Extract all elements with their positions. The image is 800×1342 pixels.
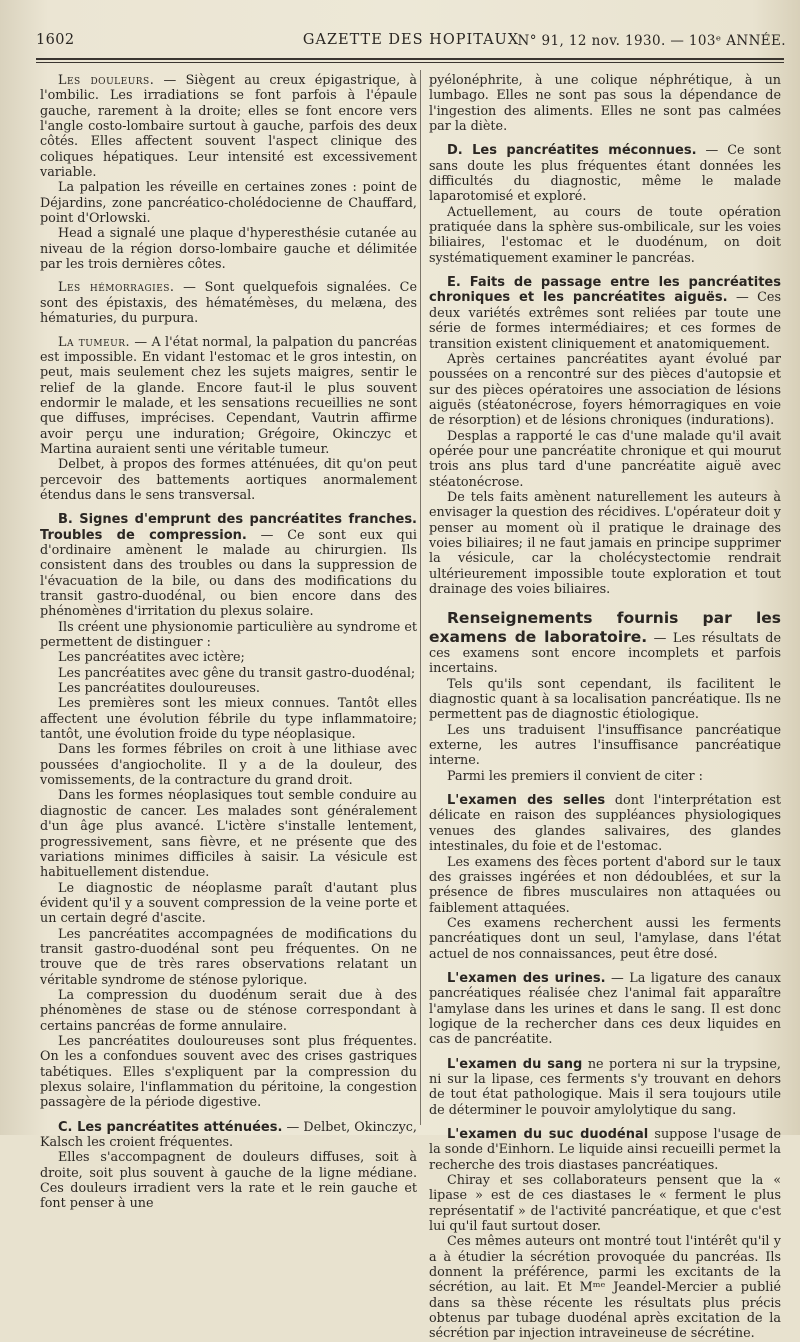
journal-title: GAZETTE DES HOPITAUX (302, 32, 520, 48)
paragraph (429, 143, 781, 204)
text: — Delbet, Okinczyc, Kalsch les croient fréquentes. (40, 1119, 417, 1151)
header-rule-thick (36, 58, 784, 60)
paragraph: La palpation les réveille en certaines zones : point de Déjardins, zone pancréatico-cholédocienne de Chauffard, point d'Orlowski. (40, 180, 417, 227)
text: suppose l'usage de la sonde d'Einhorn. Le liquide ainsi recueilli permet la recherche des trois diastases pancréatiques. (429, 1127, 781, 1173)
list-item: Les pancréatites avec gêne du transit gastro-duodénal; (58, 665, 416, 681)
list-item: Les pancréatites douloureuses. (58, 681, 260, 697)
paragraph (40, 512, 417, 619)
paragraph: Delbet, à propos des formes atténuées, dit qu'on peut percevoir des battements aortiques anormalement étendus dans le sens transversal. (40, 457, 417, 503)
paragraph: Les uns traduisent l'insuffisance pancréatique externe, les autres l'insuffisance pancréatique interne. (429, 722, 781, 769)
issue-info: N° 91, 12 nov. 1930. — 103ᵉ ANNÉE. (517, 33, 786, 49)
page-number: 1602 (36, 32, 75, 48)
section-heading: B. Signes d'emprunt des pancréatites franches. Troubles de compression. (40, 512, 417, 543)
paragraph (429, 1127, 781, 1173)
section-heading: D. Les pancréatites méconnues. (447, 143, 697, 159)
column-divider (420, 70, 421, 1125)
run-in-heading: Les hémorragies. (58, 280, 175, 296)
paragraph: Ces mêmes auteurs ont montré tout l'intérêt qu'il y a à étudier la sécrétion provoquée du pancréas. Ils donnent la préférence, parmi les excitants de la sécrétion, au lait. Et Mᵐᵉ Jeandel-Mercier a publié dans sa thèse récente les résultats plus précis obtenus par tubage duodénal après excitation de la sécrétion par injection intraveineuse de sécrétine. (429, 1234, 781, 1342)
paragraph: Chiray et ses collaborateurs pensent que la « lipase » est de ces diastases le « ferment le plus représentatif » de l'activité pancréatique, et que c'est lui qu'il faut surtout doser. (429, 1173, 781, 1235)
section-heading: E. Faits de passage entre les pancréatites chroniques et les pancréatites aiguës. (429, 275, 781, 306)
paragraph: Head a signalé une plaque d'hyperesthésie cutanée au niveau de la région dorso-lombaire gauche et délimitée par les trois dernières côtes. (40, 226, 417, 273)
paragraph: Dans les formes fébriles on croit à une lithiase avec poussées d'angiocholite. Il y a de la douleur, des vomissements, de la contracture du grand droit. (40, 742, 417, 789)
text: — Les résultats de ces examens sont encore incomplets et parfois incertains. (429, 630, 781, 677)
text: — Ce sont sans doute les plus fréquentes étant données les difficultés du diagnostic, même le malade laparotomisé et exploré. (429, 143, 781, 205)
paragraph: Les examens des fèces portent d'abord sur le taux des graisses ingérées et non dédoublées, et sur la présence de fibres musculaires non attaquées ou faiblement attaquées. (429, 854, 781, 916)
paragraph: Elles s'accompagnent de douleurs diffuses, soit à droite, soit plus souvent à gauche de la ligne médiane. Ces douleurs irradient vers la rate et le rein gauche et font penser à une (40, 1150, 417, 1212)
paragraph: Les pancréatites accompagnées de modifications du transit gastro-duodénal sont peu fréquentes. On ne trouve que de très rares observations relatant un véritable syndrome de sténose pylorique. (40, 926, 417, 988)
paragraph: Dans les formes néoplasiques tout semble conduire au diagnostic de cancer. Les malades sont généralement d'un âge plus avancé. L'ictère s'installe lentement, progressivement, sans fièvre, et ne présente que des variations minimes difficiles à saisir. La vésicule est habituellement distendue. (40, 788, 417, 881)
section-heading: L'examen des selles (447, 793, 606, 809)
paragraph: Ils créent une physionomie particulière au syndrome et permettent de distinguer : (40, 619, 417, 651)
paragraph (40, 1120, 417, 1151)
paragraph: Les pancréatites douloureuses sont plus fréquentes. On les a confondues souvent avec des crises gastriques tabétiques. Elles s'expliquent par la compression du plexus solaire, l'inflammation du péritoine, la congestion passagère de la période digestive. (40, 1033, 417, 1111)
paragraph (40, 280, 417, 326)
text: dont l'interprétation est délicate en raison des suppléances physiologiques venues des glandes salivaires, des glandes intestinales, du foie et de l'estomac. (429, 793, 781, 855)
paragraph: Après certaines pancréatites ayant évolué par poussées on a rencontré sur des pièces d'autopsie et sur des pièces opératoires une association de lésions aiguës (stéatonécrose, foyers hémorragiques en voie de résorption) et de lésions chroniques (indurations). (429, 351, 781, 429)
paragraph: Les premières sont les mieux connues. Tantôt elles affectent une évolution fébrile du type inflammatoire; tantôt, une évolution froide du type néoplasique. (40, 696, 417, 743)
header-rule-thin (36, 62, 784, 63)
paragraph: De tels faits amènent naturellement les auteurs à envisager la question des récidives. L'opérateur doit y penser au moment où il pratique le drainage des voies biliaires; il ne faut jamais en principe supprimer la vésicule, car la cholécystectomie rendrait ultérieurement impossible toute exploration et tout drainage des voies biliaires. (429, 489, 781, 597)
text: — Siègent au creux épigastrique, à l'ombilic. Les irradiations se font parfois à l'épaule gauche, rarement à la droite; elles se font encore vers l'angle costo-lombaire surtout à gauche, parfois des deux côtés. Elles affectent souvent l'aspect clinique des coliques hépatiques. Leur intensité est excessivement variable. (40, 73, 417, 181)
paragraph (40, 335, 417, 458)
text: — Ces deux variétés extrêmes sont reliées par toute une série de formes intermédiaires; et ces formes de transition existent cliniquement et anatomiquement. (429, 290, 781, 352)
right-column (429, 73, 781, 1342)
paragraph (429, 971, 781, 1048)
paragraph: La compression du duodénum serait due à des phénomènes de stase ou de sténose correspondant à certains pancréas de forme annulaire. (40, 987, 417, 1034)
run-in-heading: La tumeur. (58, 334, 131, 350)
paragraph (429, 275, 781, 352)
paragraph: Le diagnostic de néoplasme paraît d'autant plus évident qu'il y a souvent compression de la veine porte et un certain degré d'ascite. (40, 880, 417, 927)
section-heading: C. Les pancréatites atténuées. (58, 1119, 283, 1135)
paragraph (429, 609, 781, 676)
text: ne portera ni sur la trypsine, ni sur la lipase, ces ferments s'y trouvant en dehors de tout état pathologique. Mais il sera toujours utile de déterminer le pouvoir amylolytique du sang. (429, 1056, 781, 1118)
text: — La ligature des canaux pancréatiques réalisée chez l'animal fait apparaître l'amylase dans les urines et dans le sang. Il est donc logique de la rechercher dans ces deux liquides en cas de pancréatite. (429, 970, 781, 1048)
paragraph (40, 73, 417, 180)
paragraph: Desplas a rapporté le cas d'une malade qu'il avait opérée pour une pancréatite chronique et qui mourut trois ans plus tard d'une pancréatite aiguë avec stéatonécrose. (429, 428, 781, 490)
paragraph (429, 793, 781, 854)
list-item: Les pancréatites avec ictère; (58, 650, 245, 666)
text: — A l'état normal, la palpation du pancréas est impossible. En vidant l'estomac et le gros intestin, on peut, mais seulement chez les sujets maigres, sentir le relief de la glande. Encore faut-il le plus souvent endormir le malade, et les sensations recueillies ne sont que diffuses, imprécises. Cependant, Vautrin affirme avoir perçu une induration; Grégoire, Okinczyc et Martina auraient senti une véritable tumeur. (40, 334, 417, 457)
paragraph: pyélonéphrite, à une colique néphrétique, à un lumbago. Elles ne sont pas sous la dépendance de l'ingestion des aliments. Elles ne sont pas calmées par la diète. (429, 73, 781, 135)
left-column (40, 73, 417, 1212)
section-heading: L'examen du sang (447, 1056, 583, 1072)
paragraph: Tels qu'ils sont cependant, ils facilitent le diagnostic quant à sa localisation pancréatique. Ils ne permettent pas de diagnostic étiologique. (429, 676, 781, 723)
section-heading: L'examen du suc duodénal (447, 1127, 649, 1142)
section-heading: L'examen des urines. (447, 970, 606, 986)
page-header (36, 32, 786, 54)
paragraph: Actuellement, au cours de toute opération pratiquée dans la sphère sus-ombilicale, sur les voies biliaires, l'estomac et le duodénum, on doit systématiquement examiner le pancréas. (429, 204, 781, 266)
text: — Ce sont eux qui d'ordinaire amènent le malade au chirurgien. Ils consistent dans des troubles ou dans la suppression de l'évacuation de la bile, ou dans des modifications du transit gastro-duodénal, ou bien encore dans des phénomènes d'irritation du plexus solaire. (40, 527, 417, 620)
run-in-heading: Les douleurs. (58, 73, 155, 88)
paragraph (429, 1057, 781, 1118)
paragraph: Parmi les premiers il convient de citer : (447, 768, 703, 784)
section-heading: Renseignements fournis par les examens de laboratoire. (429, 609, 781, 646)
paragraph: Ces examens recherchent aussi les ferments pancréatiques dont un seul, l'amylase, dans l'état actuel de nos connaissances, peut être dosé. (429, 915, 781, 962)
text: — Sont quelquefois signalées. Ce sont des épistaxis, des hématémèses, du melæna, des hématuries, du purpura. (40, 280, 417, 327)
